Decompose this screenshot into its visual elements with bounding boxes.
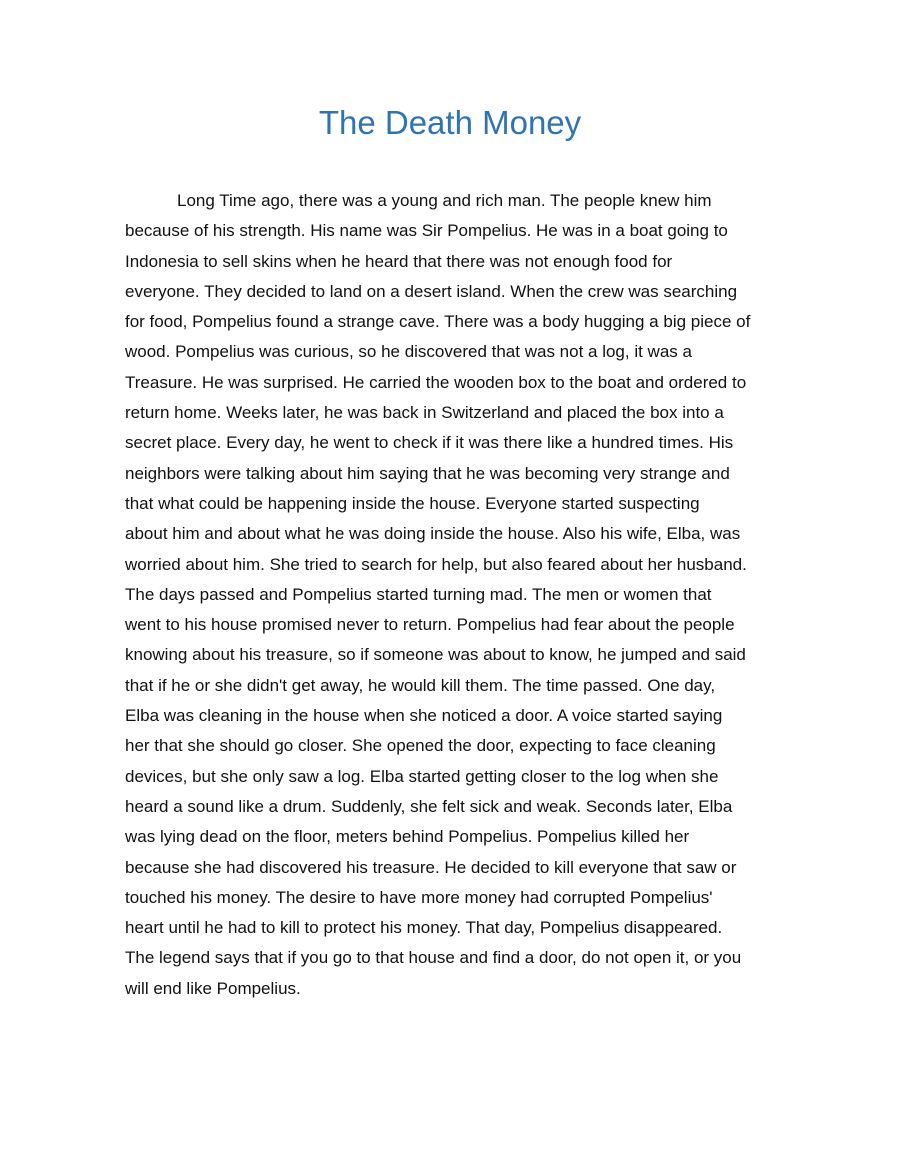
- text-line: because she had discovered his treasure. He decided to kill everyone that saw or: [125, 857, 737, 877]
- text-line: heart until he had to kill to protect his money. That day, Pompelius disappeared.: [125, 918, 723, 938]
- text-line: devices, but she only saw a log. Elba started getting closer to the log when she: [125, 766, 719, 786]
- text-line: Treasure. He was surprised. He carried the wooden box to the boat and ordered to: [125, 372, 747, 392]
- text-line: return home. Weeks later, he was back in Switzerland and placed the box into a: [125, 403, 724, 423]
- text-line: worried about him. She tried to search for help, but also feared about her husband.: [125, 554, 747, 574]
- text-line: was lying dead on the floor, meters behind Pompelius. Pompelius killed her: [125, 827, 690, 847]
- document-title: The Death Money: [318, 104, 582, 141]
- text-line: secret place. Every day, he went to check if it was there like a hundred times. His: [125, 433, 734, 453]
- text-line: The days passed and Pompelius started turning mad. The men or women that: [125, 584, 712, 604]
- text-line: that if he or she didn't get away, he would kill them. The time passed. One day,: [125, 675, 716, 695]
- text-line: that what could be happening inside the house. Everyone started suspecting: [125, 493, 700, 513]
- text-line: for food, Pompelius found a strange cave. There was a body hugging a big piece of: [125, 312, 751, 332]
- text-line: her that she should go closer. She opened the door, expecting to face cleaning: [125, 736, 716, 756]
- text-line: Elba was cleaning in the house when she noticed a door. A voice started saying: [125, 706, 723, 726]
- text-line: Indonesia to sell skins when he heard that there was not enough food for: [125, 251, 673, 271]
- text-line: Long Time ago, there was a young and rich man. The people knew him: [177, 191, 712, 210]
- text-line: will end like Pompelius.: [125, 978, 301, 998]
- text-line: wood. Pompelius was curious, so he discovered that was not a log, it was a: [125, 342, 692, 362]
- text-line: The legend says that if you go to that house and find a door, do not open it, or you: [125, 948, 742, 968]
- text-line: everyone. They decided to land on a desert island. When the crew was searching: [125, 281, 738, 301]
- text-line: heard a sound like a drum. Suddenly, she felt sick and weak. Seconds later, Elba: [125, 796, 733, 816]
- story-paragraph: [125, 186, 785, 1004]
- text-line: went to his house promised never to return. Pompelius had fear about the people: [125, 615, 735, 635]
- text-line: touched his money. The desire to have more money had corrupted Pompelius': [125, 887, 713, 907]
- text-line: knowing about his treasure, so if someone was about to know, he jumped and said: [125, 645, 746, 665]
- text-line: because of his strength. His name was Sir Pompelius. He was in a boat going to: [125, 221, 728, 241]
- text-line: about him and about what he was doing inside the house. Also his wife, Elba, was: [125, 524, 741, 544]
- text-line: neighbors were talking about him saying that he was becoming very strange and: [125, 463, 730, 483]
